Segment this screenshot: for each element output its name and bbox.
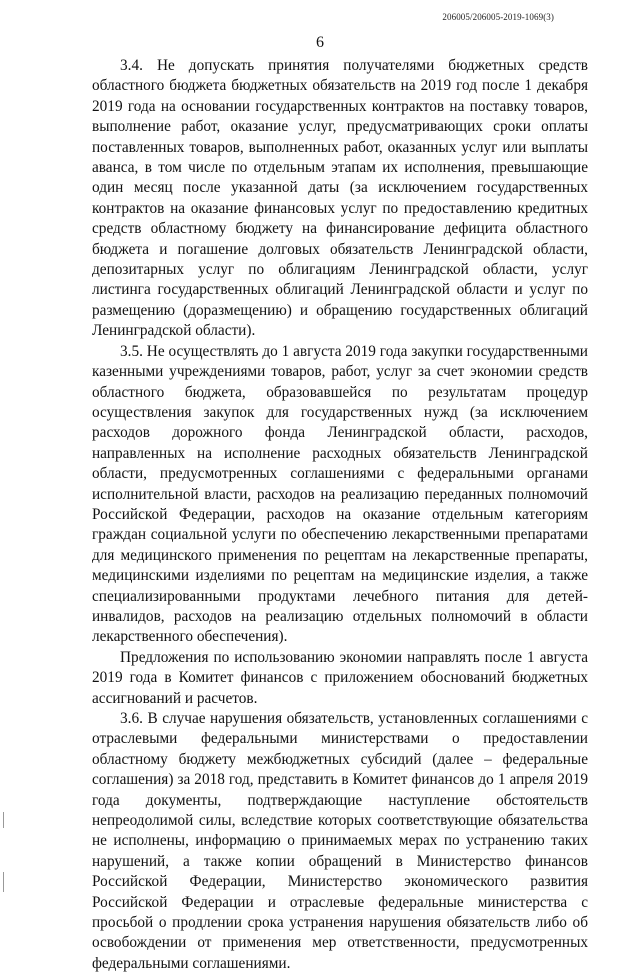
paragraph-proposals: Предложения по использованию экономии направлять после 1 августа 2019 года в Комитет финансов с приложением обоснований бюджетных ассигнований и расчетов. <box>92 648 588 707</box>
paragraph-3-4: 3.4. Не допускать принятия получателями бюджетных средств областного бюджета бюджетных обязательств на 2019 год после 1 декабря 2019 года на основании государственных контрактов на поставку товаров, выполнение работ, оказание услуг, предусматривающих сроки оплаты поставленных товаров, выполненных работ, оказанных услуг или выплаты аванса, в том числе по отдельным этапам их исполнения, превышающие один месяц после указанной даты (за исключением государственных контрактов на оказание финансовых услуг по предоставлению кредитных средств областному бюджету на финансирование дефицита областного бюджета и погашение долговых обязательств Ленинградской области, депозитарных услуг по облигациям Ленинградской области, услуг листинга государственных облигаций Ленинградской области и услуг по размещению (доразмещению) и обращению государственных облигаций Ленинградской области). <box>92 57 588 340</box>
document-body <box>92 56 588 974</box>
paragraph-3-5: 3.5. Не осуществлять до 1 августа 2019 года закупки государственными казенными учреждениями товаров, работ, услуг за счет экономии средств областного бюджета, образовавшейся по результатам процедур осуществления закупок для государственных нужд (за исключением расходов дорожного фонда Ленинградской области, расходов, направленных на исполнение расходных обязательств Ленинградской области, предусмотренных соглашениями с федеральными органами исполнительной власти, расходов на реализацию переданных полномочий Российской Федерации, расходов на оказание отдельным категориям граждан социальной услуги по обеспечению лекарственными препаратами для медицинского применения по рецептам на лекарственные препараты, медицинскими изделиями по рецептам на медицинские изделия, а также специализированными продуктами лечебного питания для детей-инвалидов, расходов на реализацию отдельных полномочий в области лекарственного обеспечения). <box>92 342 588 646</box>
paragraph-3-6: 3.6. В случае нарушения обязательств, установленных соглашениями с отраслевыми федеральными министерствами о предоставлении областному бюджету межбюджетных субсидий (далее – федеральные соглашения) за 2018 год, представить в Комитет финансов до 1 апреля 2019 года документы, подтверждающие наступление обстоятельств непреодолимой силы, вследствие которых соответствующие обязательства не исполнены, информацию о принимаемых мерах по устранению таких нарушений, а также копии обращений в Министерство финансов Российской Федерации, Министерство экономического развития Российской Федерации и отраслевые федеральные министерства с просьбой о продлении срока устранения нарушения обязательств либо об освобождении от применения мер ответственности, предусмотренных федеральными соглашениями. <box>92 710 588 972</box>
scan-edge-mark <box>3 872 4 892</box>
document-registration-code: 206005/206005-2019-1069(3) <box>442 12 554 22</box>
page-number: 6 <box>316 34 324 51</box>
scan-edge-mark <box>3 812 4 828</box>
